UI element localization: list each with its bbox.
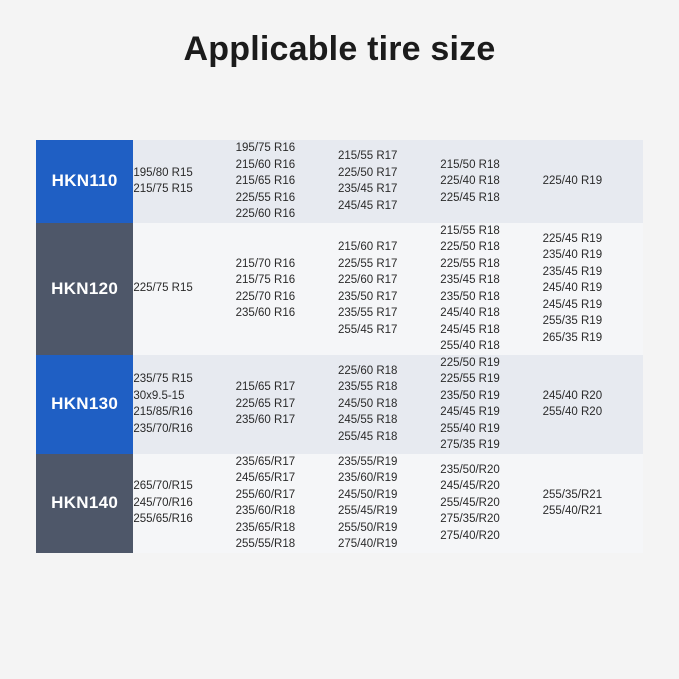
tire-size-entry: 225/60 R17 bbox=[337, 274, 398, 286]
table-cell bbox=[440, 454, 542, 553]
table-cell bbox=[133, 454, 235, 553]
table-cell bbox=[338, 223, 440, 355]
tire-size-entry: 235/60 R16 bbox=[235, 307, 296, 319]
tire-size-entry: 215/65 R16 bbox=[235, 175, 296, 187]
tire-size-entry: 225/60 R18 bbox=[337, 364, 398, 377]
tire-size-entry: 255/40 R20 bbox=[542, 406, 603, 418]
tire-size-entry: 255/40 R19 bbox=[440, 422, 500, 435]
tire-size-entry: 235/55 R18 bbox=[337, 381, 398, 394]
table-cell bbox=[338, 140, 440, 223]
table-cell bbox=[133, 140, 235, 223]
tire-size-table-container bbox=[36, 140, 643, 553]
tire-size-entry: 245/50/R19 bbox=[337, 488, 398, 501]
tire-size-entry: 275/40/R20 bbox=[440, 529, 500, 542]
tire-size-entry: 215/60 R17 bbox=[337, 241, 398, 253]
row-label-hkn140: HKN140 bbox=[36, 454, 133, 553]
tire-size-entry: 235/60 R17 bbox=[235, 414, 296, 427]
row-label-hkn130: HKN130 bbox=[36, 355, 133, 454]
tire-size-entry: 195/75 R16 bbox=[235, 142, 296, 154]
tire-size-entry: 245/50 R18 bbox=[337, 397, 398, 410]
tire-size-entry: 235/45 R19 bbox=[542, 265, 603, 278]
tire-size-entry: 255/60/R17 bbox=[235, 488, 296, 501]
row-label-hkn110: HKN110 bbox=[36, 140, 133, 223]
tire-size-entry: 255/35/R21 bbox=[542, 488, 603, 501]
tire-size-entry: 195/80 R15 bbox=[133, 166, 193, 179]
tire-size-entry: 215/75 R16 bbox=[235, 274, 296, 286]
tire-size-entry: 215/70 R16 bbox=[235, 257, 296, 270]
tire-size-entry: 235/50 R19 bbox=[440, 389, 500, 402]
tire-size-entry: 225/55 R17 bbox=[337, 257, 398, 270]
tire-size-entry: 275/35/R20 bbox=[440, 513, 500, 526]
tire-size-entry: 225/45 R19 bbox=[542, 232, 603, 245]
tire-size-entry: 255/40/R21 bbox=[542, 505, 603, 517]
tire-size-entry: 265/70/R15 bbox=[133, 480, 193, 493]
tire-size-entry: 215/60 R16 bbox=[235, 158, 296, 171]
tire-size-entry: 255/35 R19 bbox=[542, 315, 603, 328]
tire-size-entry: 245/65/R17 bbox=[235, 472, 296, 484]
tire-size-entry: 235/65/R18 bbox=[235, 521, 296, 534]
tire-size-entry: 255/45 R17 bbox=[337, 323, 398, 336]
table-cell bbox=[133, 355, 235, 454]
tire-size-entry: 235/45 R18 bbox=[440, 274, 500, 286]
tire-size-entry: 255/45/R20 bbox=[440, 496, 500, 509]
table-cell bbox=[543, 140, 643, 223]
tire-size-entry: 245/55 R18 bbox=[337, 414, 398, 427]
tire-size-table bbox=[36, 140, 643, 553]
table-cell bbox=[338, 454, 440, 553]
table-cell bbox=[543, 223, 643, 355]
table-cell bbox=[236, 223, 338, 355]
tire-size-entry: 225/55 R16 bbox=[235, 191, 296, 204]
tire-size-entry: 235/60/R19 bbox=[337, 472, 398, 484]
table-cell bbox=[236, 454, 338, 553]
tire-size-entry: 245/45 R19 bbox=[440, 406, 500, 418]
tire-size-entry: 255/45 R18 bbox=[337, 430, 398, 443]
tire-size-entry: 225/45 R18 bbox=[440, 191, 500, 204]
table-row bbox=[36, 140, 643, 223]
table-cell bbox=[440, 355, 542, 454]
tire-size-entry: 225/40 R18 bbox=[440, 175, 500, 187]
tire-size-entry: 245/45/R20 bbox=[440, 480, 500, 493]
page-title: Applicable tire size bbox=[183, 30, 496, 68]
tire-size-entry: 255/40 R18 bbox=[440, 340, 500, 352]
row-label-hkn120: HKN120 bbox=[36, 223, 133, 355]
tire-size-entry: 245/45 R17 bbox=[337, 199, 398, 212]
tire-size-entry: 245/40 R20 bbox=[542, 389, 603, 402]
tire-size-entry: 235/40 R19 bbox=[542, 249, 603, 262]
tire-size-entry: 255/65/R16 bbox=[133, 513, 193, 526]
tire-size-entry: 225/55 R18 bbox=[440, 257, 500, 270]
tire-size-entry: 225/50 R18 bbox=[440, 241, 500, 253]
tire-size-entry: 245/45 R18 bbox=[440, 323, 500, 336]
tire-size-entry: 215/55 R17 bbox=[337, 150, 398, 163]
tire-size-entry: 225/70 R16 bbox=[235, 290, 296, 303]
tire-size-entry: 275/35 R19 bbox=[440, 439, 500, 451]
tire-size-entry: 235/50 R18 bbox=[440, 290, 500, 303]
tire-size-entry: 235/45 R17 bbox=[337, 183, 398, 196]
tire-size-entry: 235/55 R17 bbox=[337, 307, 398, 319]
tire-size-entry: 235/50/R20 bbox=[440, 463, 500, 476]
tire-size-entry: 225/40 R19 bbox=[542, 175, 603, 187]
table-cell bbox=[440, 140, 542, 223]
tire-size-entry: 255/55/R18 bbox=[235, 538, 296, 550]
table-row bbox=[36, 223, 643, 355]
tire-size-entry: 215/55 R18 bbox=[440, 224, 500, 237]
table-body bbox=[36, 140, 643, 553]
tire-size-entry: 255/50/R19 bbox=[337, 521, 398, 534]
tire-size-entry: 275/40/R19 bbox=[337, 538, 398, 550]
tire-size-entry: 215/65 R17 bbox=[235, 381, 296, 394]
table-row bbox=[36, 355, 643, 454]
tire-size-entry: 215/50 R18 bbox=[440, 158, 500, 171]
table-cell bbox=[440, 223, 542, 355]
tire-size-entry: 255/45/R19 bbox=[337, 505, 398, 517]
tire-size-entry: 245/40 R19 bbox=[542, 282, 603, 295]
tire-size-entry: 225/50 R17 bbox=[337, 166, 398, 179]
tire-size-entry: 245/40 R18 bbox=[440, 307, 500, 319]
tire-size-entry: 225/50 R19 bbox=[440, 356, 500, 369]
table-row bbox=[36, 454, 643, 553]
tire-size-entry: 235/50 R17 bbox=[337, 290, 398, 303]
tire-size-entry: 215/85/R16 bbox=[133, 406, 193, 418]
tire-size-entry: 225/60 R16 bbox=[235, 208, 296, 220]
tire-size-entry: 235/60/R18 bbox=[235, 505, 296, 517]
table-cell bbox=[133, 223, 235, 355]
tire-size-entry: 245/70/R16 bbox=[133, 496, 193, 509]
tire-size-entry: 235/70/R16 bbox=[133, 422, 193, 435]
tire-size-entry: 225/65 R17 bbox=[235, 397, 296, 410]
table-cell bbox=[338, 355, 440, 454]
table-cell bbox=[236, 355, 338, 454]
tire-size-entry: 30x9.5-15 bbox=[133, 389, 185, 402]
tire-size-entry: 235/75 R15 bbox=[133, 373, 193, 385]
table-cell bbox=[543, 454, 643, 553]
tire-size-entry: 225/55 R19 bbox=[440, 373, 500, 385]
tire-size-entry: 265/35 R19 bbox=[542, 331, 603, 344]
tire-size-entry: 235/55/R19 bbox=[337, 455, 398, 468]
tire-size-entry: 225/75 R15 bbox=[133, 282, 193, 295]
tire-size-entry: 235/65/R17 bbox=[235, 455, 296, 468]
table-cell bbox=[236, 140, 338, 223]
tire-size-entry: 245/45 R19 bbox=[542, 298, 603, 311]
table-cell bbox=[543, 355, 643, 454]
tire-size-entry: 215/75 R15 bbox=[133, 183, 193, 196]
